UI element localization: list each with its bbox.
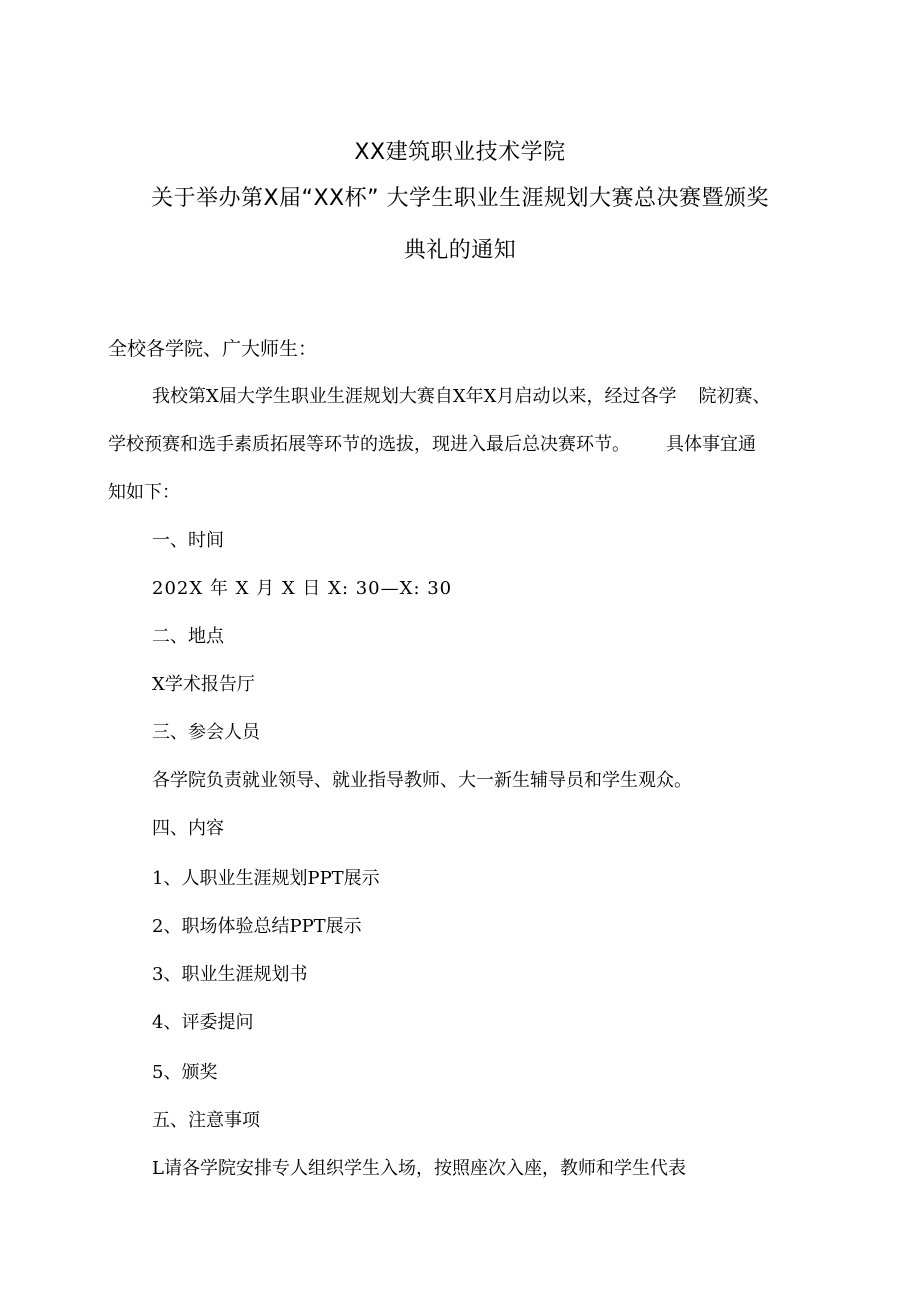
content-item: 5、颁奖 <box>152 1062 218 1083</box>
document-title-line-1: XX建筑职业技术学院 <box>354 140 566 165</box>
section-heading-notes: 五、注意事项 <box>152 1110 260 1131</box>
intro-text: 具体事宜通 <box>666 434 756 455</box>
attendees-value: 各学院负责就业领导、就业指导教师、大一新生辅导员和学生观众。 <box>152 770 692 791</box>
section-heading-place: 二、地点 <box>152 626 224 647</box>
content-item: 3、职业生涯规划书 <box>152 964 308 985</box>
salutation: 全校各学院、广大师生： <box>108 338 318 360</box>
intro-line-1 <box>152 388 770 406</box>
content-item: 1、人职业生涯规划PPT展示 <box>152 868 380 889</box>
section-heading-content: 四、内容 <box>152 818 224 839</box>
content-item: 4、评委提问 <box>152 1012 254 1033</box>
content-item: 2、职场体验总结PPT展示 <box>152 916 362 937</box>
section-heading-time: 一、时间 <box>152 530 224 551</box>
notes-item: L请各学院安排专人组织学生入场，按照座次入座，教师和学生代表 <box>152 1158 686 1179</box>
intro-text: 我校第X届大学生职业生涯规划大赛自X年X月启动以来，经过各学 <box>152 386 677 407</box>
intro-line-3: 知如下： <box>108 482 180 503</box>
intro-line-2 <box>108 436 756 454</box>
time-value: 202X 年 X 月 X 日 X: 30—X: 30 <box>152 578 453 599</box>
section-heading-attendees: 三、参会人员 <box>152 722 260 743</box>
intro-text: 院初赛、 <box>698 386 771 407</box>
place-value: X学术报告厅 <box>152 674 255 695</box>
document-title-line-2: 关于举办第X届“XX杯” 大学生职业生涯规划大赛总决赛暨颁奖 <box>150 186 769 211</box>
document-title-line-3: 典礼的通知 <box>403 238 517 263</box>
intro-text: 学校预赛和选手素质拓展等环节的选拔，现进入最后总决赛环节。 <box>108 434 630 455</box>
